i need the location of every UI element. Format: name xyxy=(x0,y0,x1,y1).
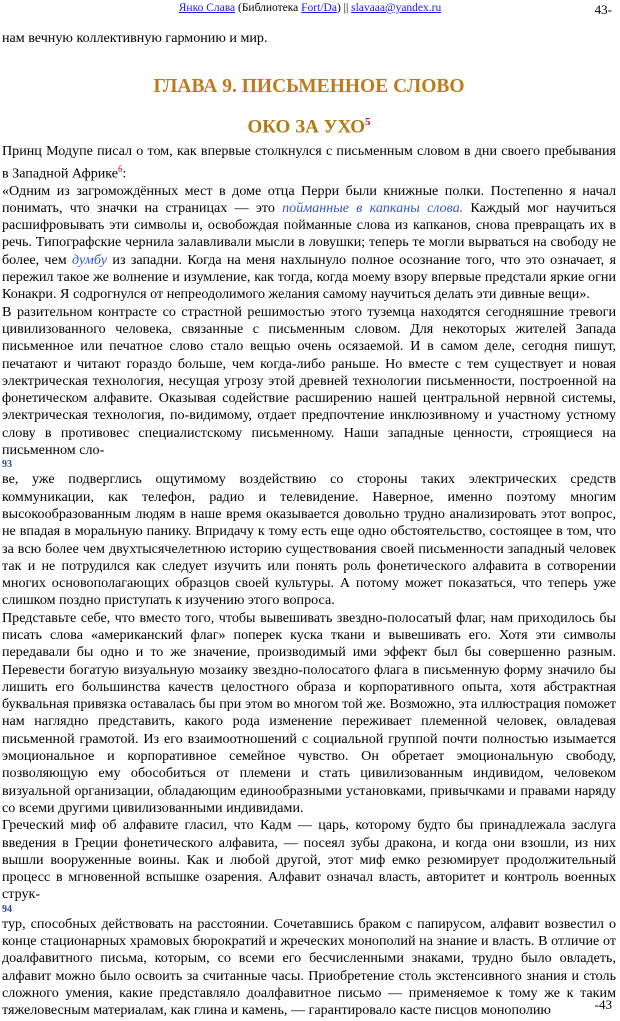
header-page-number: 43- xyxy=(594,2,612,17)
original-page-number: 94 xyxy=(2,903,12,915)
quote-part-b: Каждый мог научиться расшифровывать эти символы и, освобождая пойманные слова из капканов, снова превращать их в речь. Типографские чернила залавливали мысли в ловушки; теперь те могли вырваться на свободу не более, чем xyxy=(2,199,617,268)
footnote-ref[interactable]: 6 xyxy=(118,163,123,174)
page-header xyxy=(0,0,620,18)
section-title xyxy=(2,112,616,138)
paragraph-5: Греческий миф об алфавите гласил, что Кадм — царь, которому будто бы принадлежала заслуга введения в Греции фонетического алфавита, — посеял зубы дракона, и когда они взошли, из них вышли вооруженные воины. Как и любой другой, этот миф емко резюмирует продолжительный процесс в мгновенной вспышке озарения. Алфавит означал власть, авторитет и контроль военных струк- xyxy=(2,817,616,903)
header-separator: || xyxy=(343,2,349,14)
quote-highlight-2: думбу xyxy=(72,251,108,268)
quote-part-a: «Одним из загромождённых мест в доме отца Перри были книжные полки. Постепенно я начал понимать, что значки на страницах — это xyxy=(2,182,616,216)
intro-line: нам вечную коллективную гармонию и мир. xyxy=(2,30,268,46)
section-footnote-ref[interactable]: 5 xyxy=(365,116,371,129)
quote-part-c: из западни. Когда на меня нахлынуло полное осознание того, что это означает, я пережил такое же волнение и изумление, как тогда, когда моему взору впервые предстали яркие огни Конакри. Я содрогнулся от непреодолимого желания самому научиться делать эти дивные вещи». xyxy=(2,251,616,303)
header-source-line xyxy=(0,2,620,14)
chapter-title: ГЛАВА 9. ПИСЬМЕННОЕ СЛОВО xyxy=(153,76,465,98)
paragraph-6: тур, способных действовать на расстоянии. Сочетавшись браком с папирусом, алфавит возвестил о конце стационарных храмовых бюрократий и жреческих монополий на знание и власть. В отличие от доалфавитного письма, которым, со всеми его бесчисленными знаками, трудно было овладеть, алфавит можно было освоить за считанные часы. Приобретение столь экстенсивного знания и столь сложного умения, какие представляло доалфавитное письмо — применяемое к тому же к таким тяжеловесным материалам, как глина и камень, — гарантировало касте писцов монополию xyxy=(2,915,616,1019)
paragraph-1-text: Принц Модупе писал о том, как впервые столкнулся с письменным словом в дни своего пребывания в Западной Африке xyxy=(2,143,616,182)
paragraph-2: В разительном контрасте со страстной решимостью этого туземца находятся сегодняшние тревоги цивилизованного человека, связанные с письменным словом. Для некоторых жителей Запада письменное или печатное слово стало вещью очень осязаемой. И в самом деле, сегодня пишут, печатают и читают гораздо больше, чем когда-либо раньше. Но вместе с тем существует и новая электрическая технология, несущая угрозу этой древней технологии письменности, построенной на фонетическом алфавите. Оказывая содействие расширению нашей центральной нервной системы, электрическая технология, по-видимому, отдает предпочтение инклюзивному и участному устному слову в противовес специалистскому письменному. Наши западные ценности, строящиеся на письменном сло- xyxy=(2,303,616,459)
paragraph-4: Представьте себе, что вместо того, чтобы вывешивать звездно-полосатый флаг, нам приходилось бы писать слова «американский флаг» поперек куска ткани и вывешивать его. Хотя эти символы передавали бы одно и то же значение, производимый ими эффект был бы совершенно разным. Перевести богатую визуальную мозаику звездно-полосатого флага в письменную форму значило бы лишить его большинства качеств целостного образа и корпоративного опыта, хотя абстрактная буквальная привязка оставалась бы при этом во многом той же. Возможно, эта иллюстрация поможет нам наглядно представить, какого рода изменение переживает племенной человек, овладевая письменной грамотой. Из его взаимоотношений с социальной группой почти полностью изымается эмоциональное и корпоративное семейное чувство. Он обретает эмоциональную свободу, позволяющую ему обособиться от племени и стать цивилизованным индивидом, человеком визуальной организации, обладающим единообразными установками, привычками и правами наряду со всеми другими цивилизованными индивидами. xyxy=(2,609,616,816)
paragraph-3: ве, уже подверглись ощутимому воздействию со стороны таких электрических средств коммуникации, как телефон, радио и телевидение. Наверное, именно поэтому многим высокообразованным людям в наше время оказывается довольно трудно анализировать этот вопрос, не впадая в моральную панику. Впридачу к тому есть еще одно обстоятельство, состоящее в том, что за всю более чем двухтысячелетнюю историю существования своей письменности западный человек так и не потрудился как следует изучить или понять роль фонетического алфавита в сотворении многих основополагающих образцов своей культуры. А потому может показаться, что теперь уже слишком поздно приступать к изучению этого вопроса. xyxy=(2,471,616,609)
email-link[interactable]: slavaaa@yandex.ru xyxy=(351,2,442,14)
quote-paragraph xyxy=(2,183,616,304)
library-prefix: (Библиотека xyxy=(237,2,299,14)
paragraph-1 xyxy=(2,143,616,182)
footer-page-number: -43 xyxy=(594,997,612,1012)
paragraph-1-end: : xyxy=(122,165,127,182)
section-title-text: ОКО ЗА УХО xyxy=(247,116,366,138)
document-body xyxy=(2,30,616,1020)
author-link[interactable]: Янко Слава xyxy=(178,2,236,14)
library-suffix: ) xyxy=(336,2,341,14)
quote-highlight-1: пойманные в капканы слова. xyxy=(282,199,464,216)
original-page-number: 93 xyxy=(2,459,12,471)
library-link[interactable]: Fort/Da xyxy=(301,2,337,14)
